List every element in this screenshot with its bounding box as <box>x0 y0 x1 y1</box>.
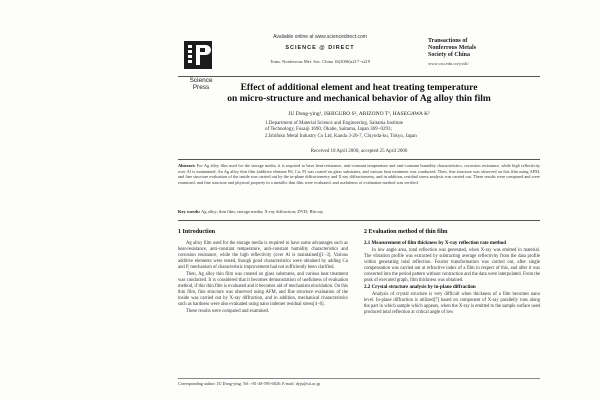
article-authors: JU Dong-ying¹, ISHIGURO S¹, ARIZONO T¹, HASEGAWA K² <box>288 111 430 117</box>
abstract-text: For Ag alloy film used for the storage media, it is required to have heat-resistance, anti-constant temperature and anti-constant humidity characteristics, corrosion resistance, while high reflectivity over Al is maintained. An Ag alloy thin film (additive element Pd, Cu, P) was coated on glass substrates, and various heat treatment was conducted. Then, fine structure was observed on this film using AFM, and fine structure evaluation of the inside was carried out by the in-plane diffractometry and X-ray diffractometry, and in addition, residual stress analysis was carried out. These results were compared and were examined, and fine structure and physical property in a metallic thin film were evaluated, and usefulness of evaluation method was verified. <box>178 163 540 185</box>
title-line-1: Effect of additional element and heat treating temperature <box>240 83 478 93</box>
left-column <box>178 229 348 316</box>
article-title <box>178 83 540 105</box>
title-line-2: on micro-structure and mechanical behavior of Ag alloy thin film <box>227 94 491 104</box>
keywords <box>178 209 540 214</box>
keywords-text: Ag alloy; thin film; storage media; X-ray diffraction; DVD; Blu-ray <box>201 209 324 214</box>
right-column <box>364 229 540 317</box>
received-dates: Received 10 April 2006; accepted 25 April 2006 <box>310 149 408 154</box>
available-online-text: Available online at www.sciencedirect.com <box>273 34 367 40</box>
header-center <box>235 34 405 64</box>
journal-name-line2: Nonferrous Metals <box>428 45 477 51</box>
abstract-top-rule <box>178 159 540 160</box>
header-rule <box>178 76 540 77</box>
section-heading-evaluation: 2 Evaluation method of thin film <box>364 229 448 235</box>
affiliation-1b: of Technology, Fusaiji 1690, Okabe, Saitama, Japan 369−0293; <box>265 127 392 133</box>
evaluation-paragraph-1: In low angle area, total reflection was generated, when X-ray was emitted in material. The vibration profile was extracted by subtracting average reflectivity from the data profile within generating total reflection. Fourier transformation was carried out, after single compensation was carried out at refractive index of a film in respect of this, and after it was converted into the period pattern without contraction and the data were interpolated. From the peak of executed graph, film thickness was obtained. <box>364 248 540 283</box>
abstract-label: Abstract: <box>178 163 196 168</box>
subsection-heading-2-2: 2.2 Crystal structure analysis by in-plane diffraction <box>364 285 476 290</box>
journal-name-line1: Transactions of <box>428 38 468 44</box>
abstract <box>178 163 540 185</box>
author-affiliations <box>265 121 505 140</box>
journal-header <box>428 38 538 66</box>
publisher-name-line2: Press <box>192 84 210 91</box>
intro-paragraph-1: Ag alloy film used for the storage media is required to have some advantages such as heat-resistance, anti-constant temperature, anti-constant humidity characteristics and corrosion resistance, while the high reflectivity (over Al is maintained)[1−3]. Various additive elements were tested, though good characteristics were obtained by adding Cu and P, mechanism of characteristic improvement had not sufficiently been clarified. <box>178 241 348 270</box>
abstract-bottom-rule <box>178 220 540 221</box>
journal-url: www.csu.edu.cn/ysxb/ <box>428 61 469 66</box>
intro-paragraph-3: These results were compared and examined. <box>186 309 270 314</box>
affiliation-1a: 1.Department of Material Science and Engineering, Saitama Institute <box>265 121 404 126</box>
subsection-heading-2-1: 2.1 Measurement of film thickness by X-ray reflection rate method <box>364 241 507 246</box>
evaluation-paragraph-2: Analysis of crystal structure is very difficult when thickness of a film becomes nano level. In-plane diffraction is utilized[7] based on component of X-ray parallelly runs along the part in which sample which appears, when the X-ray is emitted to the sample surface used produced total reflection at critical angle of low <box>364 292 540 315</box>
journal-citation: Trans. Nonferrous Met. Soc. China 16(2006)s217−s219 <box>269 59 371 64</box>
sciencedirect-logo: SCIENCE @ DIRECT <box>285 45 355 51</box>
journal-name-line3: Society of China <box>428 52 470 58</box>
section-heading-introduction: 1 Introduction <box>178 229 216 235</box>
intro-paragraph-2: Then, Ag alloy thin film was created on glass substrates, and various heat treatment was conducted. It is considered that it becomes demonstration of usefulness of evaluation method, if this thin film is evaluated and it becomes aid of mechanism elucidation. On this thin film, fine structure was observed using AFM, and fine structure evaluation of the inside was carried out by X-ray diffraction, and in addition, mechanical characteristics such as hardness were also evaluated using nano indenter residual stress[4−6]. <box>178 272 348 307</box>
science-press-logo-icon <box>181 38 215 72</box>
affiliation-2: 2.Ishifuku Metal Industry Co Ltd, Kanda 3-20-7, Chiyoda-ku, Tokyo, Japan <box>265 133 417 139</box>
corresponding-author-footnote: Corresponding author: JU Dong-ying; Tel: +81-48-595-6826; E-mail: dyju@sit.ac.jp <box>178 378 540 386</box>
publisher-name-line1: Science <box>189 77 213 84</box>
keywords-label: Key words: <box>178 209 201 214</box>
